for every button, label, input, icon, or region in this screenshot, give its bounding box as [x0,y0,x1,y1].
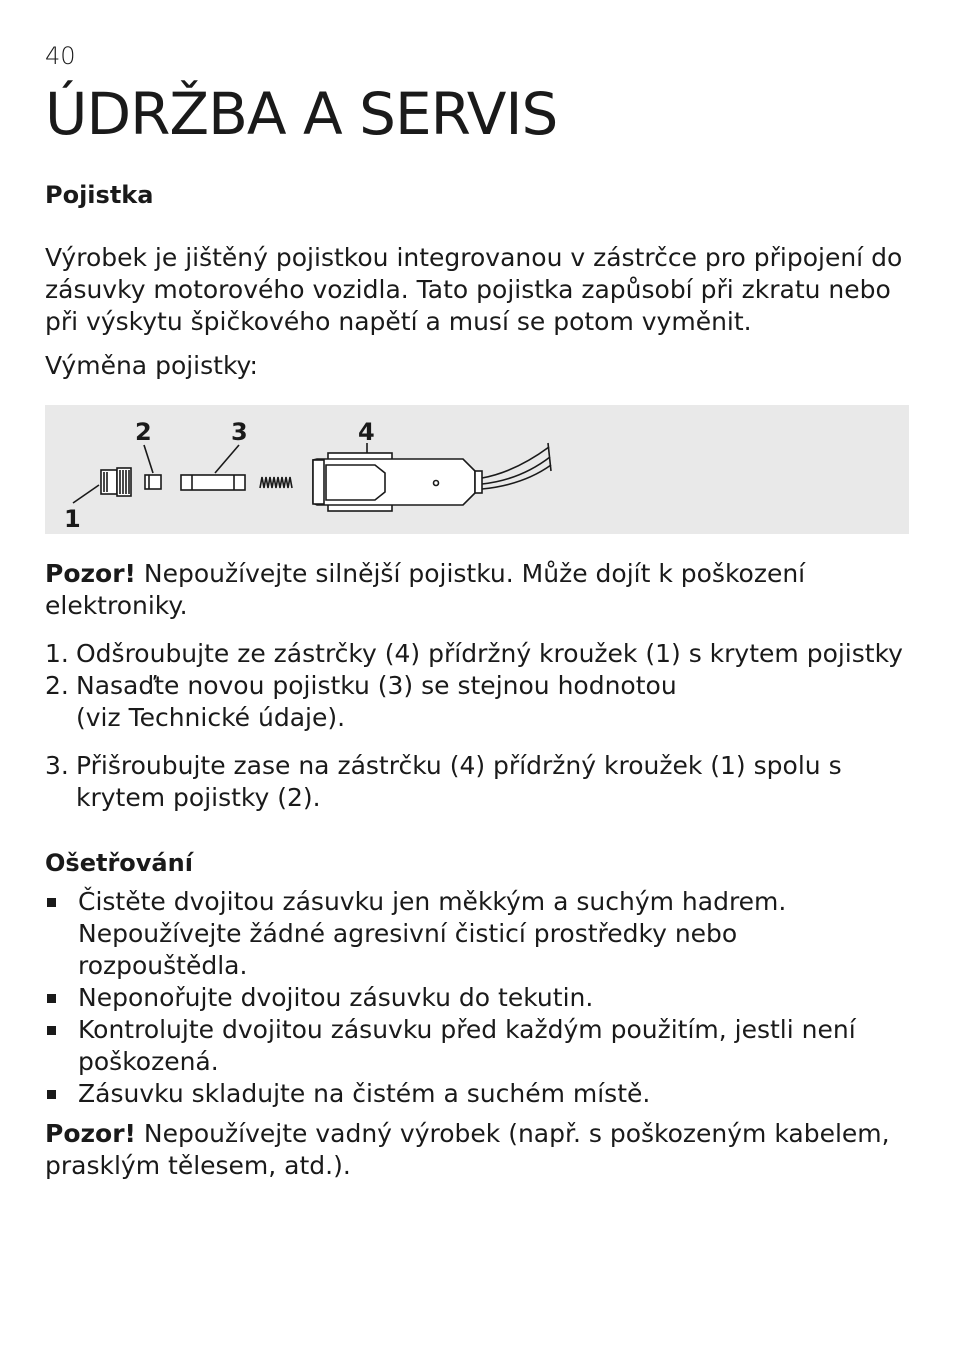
bullet-text: Kontrolujte dvojitou zásuvku před každým použitím, jestli není poškozená. [78,1015,856,1076]
section-heading-care: Ošetřování [45,849,193,877]
label-1-leader [73,485,99,503]
fuse-replace-label: Výměna pojistky: [45,351,258,380]
page-number: 40 [45,42,76,70]
bullet-item [45,1014,925,1078]
fuse-cover [145,475,161,489]
section-heading-fuse: Pojistka [45,181,154,209]
step-item [45,638,925,670]
fuse-diagram [45,405,909,534]
fuse-diagram-svg [45,405,909,534]
warning-text: Nepoužívejte vadný výrobek (např. s poškozeným kabelem, prasklým tělesem, atd.). [45,1119,890,1180]
fuse [181,475,245,490]
step-number: 3. [45,751,69,780]
spring [260,477,292,488]
bullet-item [45,1078,925,1110]
warning-label: Pozor! [45,1119,136,1148]
retaining-ring [101,468,131,496]
bullet-square-icon [47,1090,56,1099]
cable [482,443,551,489]
bullet-text: Neponořujte dvojitou zásuvku do tekutin. [78,983,594,1012]
bullet-text: Čistěte dvojitou zásuvku jen měkkým a suchým hadrem. Nepoužívejte žádné agresivní čisticí prostředky nebo rozpouštědla. [78,887,787,980]
step-text: Odšroubujte ze zástrčky (4) přídržný kroužek (1) s krytem pojistky [76,639,903,668]
fuse-warning [45,558,915,622]
label-4: 4 [358,418,375,446]
care-warning [45,1118,915,1182]
bullet-item [45,982,925,1014]
label-3: 3 [231,418,248,446]
label-3-leader [215,445,239,473]
warning-label: Pozor! [45,559,136,588]
fuse-paragraph: Výrobek je jištěný pojistkou integrovanou v zástrčce pro připojení do zásuvky motorového vozidla. Tato pojistka zapůsobí při zkratu nebo při výskytu špičkového napětí a musí se potom vyměnit. [45,243,903,336]
bullet-square-icon [47,898,56,907]
step-item [45,670,925,734]
warning-text: Nepoužívejte silnější pojistku. Může dojít k poškození elektroniky. [45,559,806,620]
bullet-square-icon [47,994,56,1003]
plug-body [313,453,482,511]
page-title: ÚDRŽBA A SERVIS [45,80,558,148]
bullet-text: Zásuvku skladujte na čistém a suchém místě. [78,1079,651,1108]
step-text: Přišroubujte zase na zástrčku (4) přídržný kroužek (1) spolu s krytem pojistky (2). [76,751,842,812]
step-item [45,750,925,814]
replacement-steps [45,638,925,814]
bullet-item [45,886,925,982]
step-number: 1. [45,639,69,668]
label-1: 1 [64,505,81,533]
step-number: 2. [45,671,69,700]
bullet-square-icon [47,1026,56,1035]
care-bullets [45,886,925,1110]
label-2: 2 [135,418,152,446]
step-text: Nasaďte novou pojistku (3) se stejnou hodnotou (viz Technické údaje). [76,671,677,732]
label-2-leader [144,445,153,473]
